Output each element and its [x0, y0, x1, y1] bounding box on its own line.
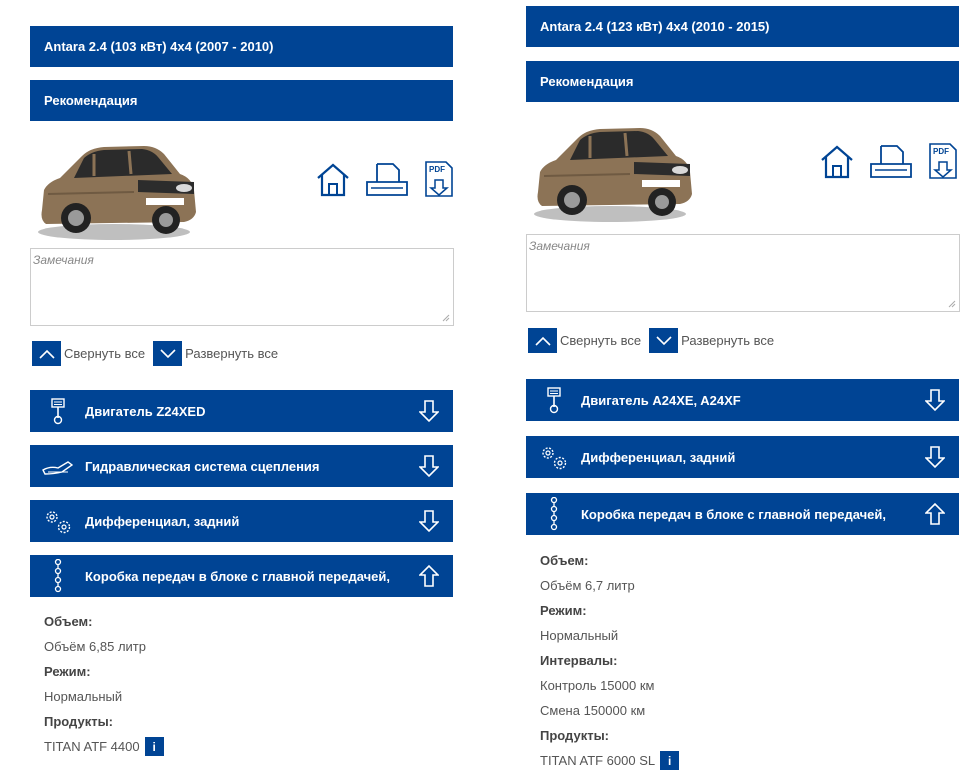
collapse-all-button[interactable] — [528, 328, 641, 353]
products-label: Продукты: — [540, 728, 609, 743]
pdf-download-icon[interactable] — [424, 160, 454, 198]
resize-grip-icon[interactable] — [948, 300, 956, 308]
arrow-up-icon — [405, 564, 453, 588]
arrow-down-icon — [911, 445, 959, 469]
toggle-controls — [32, 341, 286, 366]
arrow-up-icon — [911, 502, 959, 526]
recommendation-bar — [30, 80, 453, 121]
volume-label: Объем: — [540, 553, 589, 568]
arrow-down-icon — [405, 509, 453, 533]
collapse-all-label: Свернуть все — [64, 346, 146, 361]
section-rear-differential[interactable] — [526, 436, 959, 478]
intervals-label: Интервалы: — [540, 653, 618, 668]
section-label: Коробка передач в блоке с главной передачей, — [581, 506, 886, 522]
vehicle-title: Antara 2.4 (123 кВт) 4x4 (2010 - 2015) — [540, 19, 770, 34]
notes-placeholder: Замечания — [529, 239, 590, 253]
section-label: Дифференциал, задний — [85, 513, 240, 529]
chevron-down-icon — [153, 341, 182, 366]
section-label: Двигатель Z24XED — [85, 403, 206, 419]
gears-icon — [30, 509, 85, 534]
section-label: Двигатель A24XE, A24XF — [581, 392, 741, 408]
print-icon[interactable] — [869, 144, 913, 180]
product-name[interactable]: TITAN ATF 4400 — [44, 739, 140, 754]
notes-textarea[interactable] — [30, 248, 454, 326]
expand-all-label: Развернуть все — [185, 346, 279, 361]
chevron-up-icon — [32, 341, 61, 366]
action-icons — [316, 160, 454, 198]
clutch-pedal-icon — [30, 456, 85, 476]
expand-all-label: Развернуть все — [681, 333, 775, 348]
mode-value: Нормальный — [44, 689, 123, 704]
vehicle-title-bar — [30, 26, 453, 67]
transaxle-details — [44, 609, 164, 759]
mode-label: Режим: — [540, 603, 587, 618]
product-row — [44, 734, 164, 759]
expand-all-button[interactable] — [649, 328, 774, 353]
gears-icon — [526, 445, 581, 470]
info-button[interactable]: i — [145, 737, 164, 756]
car-image — [530, 114, 694, 226]
recommendation-heading: Рекомендация — [44, 93, 138, 108]
arrow-down-icon — [405, 399, 453, 423]
chevron-down-icon — [649, 328, 678, 353]
piston-icon — [30, 398, 85, 425]
pdf-download-icon[interactable] — [928, 142, 958, 180]
gearbox-icon — [526, 497, 581, 531]
info-button[interactable]: i — [660, 751, 679, 770]
notes-placeholder: Замечания — [33, 253, 94, 267]
toggle-controls — [528, 328, 782, 353]
transaxle-details — [540, 548, 679, 773]
vehicle-title: Antara 2.4 (103 кВт) 4x4 (2007 - 2010) — [44, 39, 274, 54]
section-transaxle[interactable] — [30, 555, 453, 597]
notes-textarea[interactable] — [526, 234, 960, 312]
resize-grip-icon[interactable] — [442, 314, 450, 322]
product-row — [540, 748, 679, 773]
mode-value: Нормальный — [540, 628, 619, 643]
volume-value: Объём 6,85 литр — [44, 639, 146, 654]
volume-value: Объём 6,7 литр — [540, 578, 635, 593]
volume-label: Объем: — [44, 614, 93, 629]
section-rear-differential[interactable] — [30, 500, 453, 542]
recommendation-bar — [526, 61, 959, 102]
section-label: Коробка передач в блоке с главной передачей, — [85, 568, 390, 584]
section-transaxle[interactable] — [526, 493, 959, 535]
section-clutch-hydraulics[interactable] — [30, 445, 453, 487]
change-interval: Смена 150000 км — [540, 703, 646, 718]
product-name[interactable]: TITAN ATF 6000 SL — [540, 753, 656, 768]
piston-icon — [526, 387, 581, 414]
products-label: Продукты: — [44, 714, 113, 729]
gearbox-icon — [30, 559, 85, 593]
arrow-down-icon — [911, 388, 959, 412]
print-icon[interactable] — [365, 162, 409, 198]
home-icon[interactable] — [820, 144, 854, 180]
collapse-all-button[interactable] — [32, 341, 145, 366]
expand-all-button[interactable] — [153, 341, 278, 366]
pdf-label: PDF — [429, 165, 445, 174]
action-icons — [820, 142, 958, 180]
collapse-all-label: Свернуть все — [560, 333, 642, 348]
arrow-down-icon — [405, 454, 453, 478]
car-image — [34, 132, 198, 244]
section-label: Гидравлическая система сцепления — [85, 458, 320, 474]
recommendation-heading: Рекомендация — [540, 74, 634, 89]
pdf-label: PDF — [933, 147, 949, 156]
mode-label: Режим: — [44, 664, 91, 679]
section-engine[interactable] — [30, 390, 453, 432]
home-icon[interactable] — [316, 162, 350, 198]
section-engine[interactable] — [526, 379, 959, 421]
control-interval: Контроль 15000 км — [540, 678, 655, 693]
vehicle-title-bar — [526, 6, 959, 47]
section-label: Дифференциал, задний — [581, 449, 736, 465]
chevron-up-icon — [528, 328, 557, 353]
